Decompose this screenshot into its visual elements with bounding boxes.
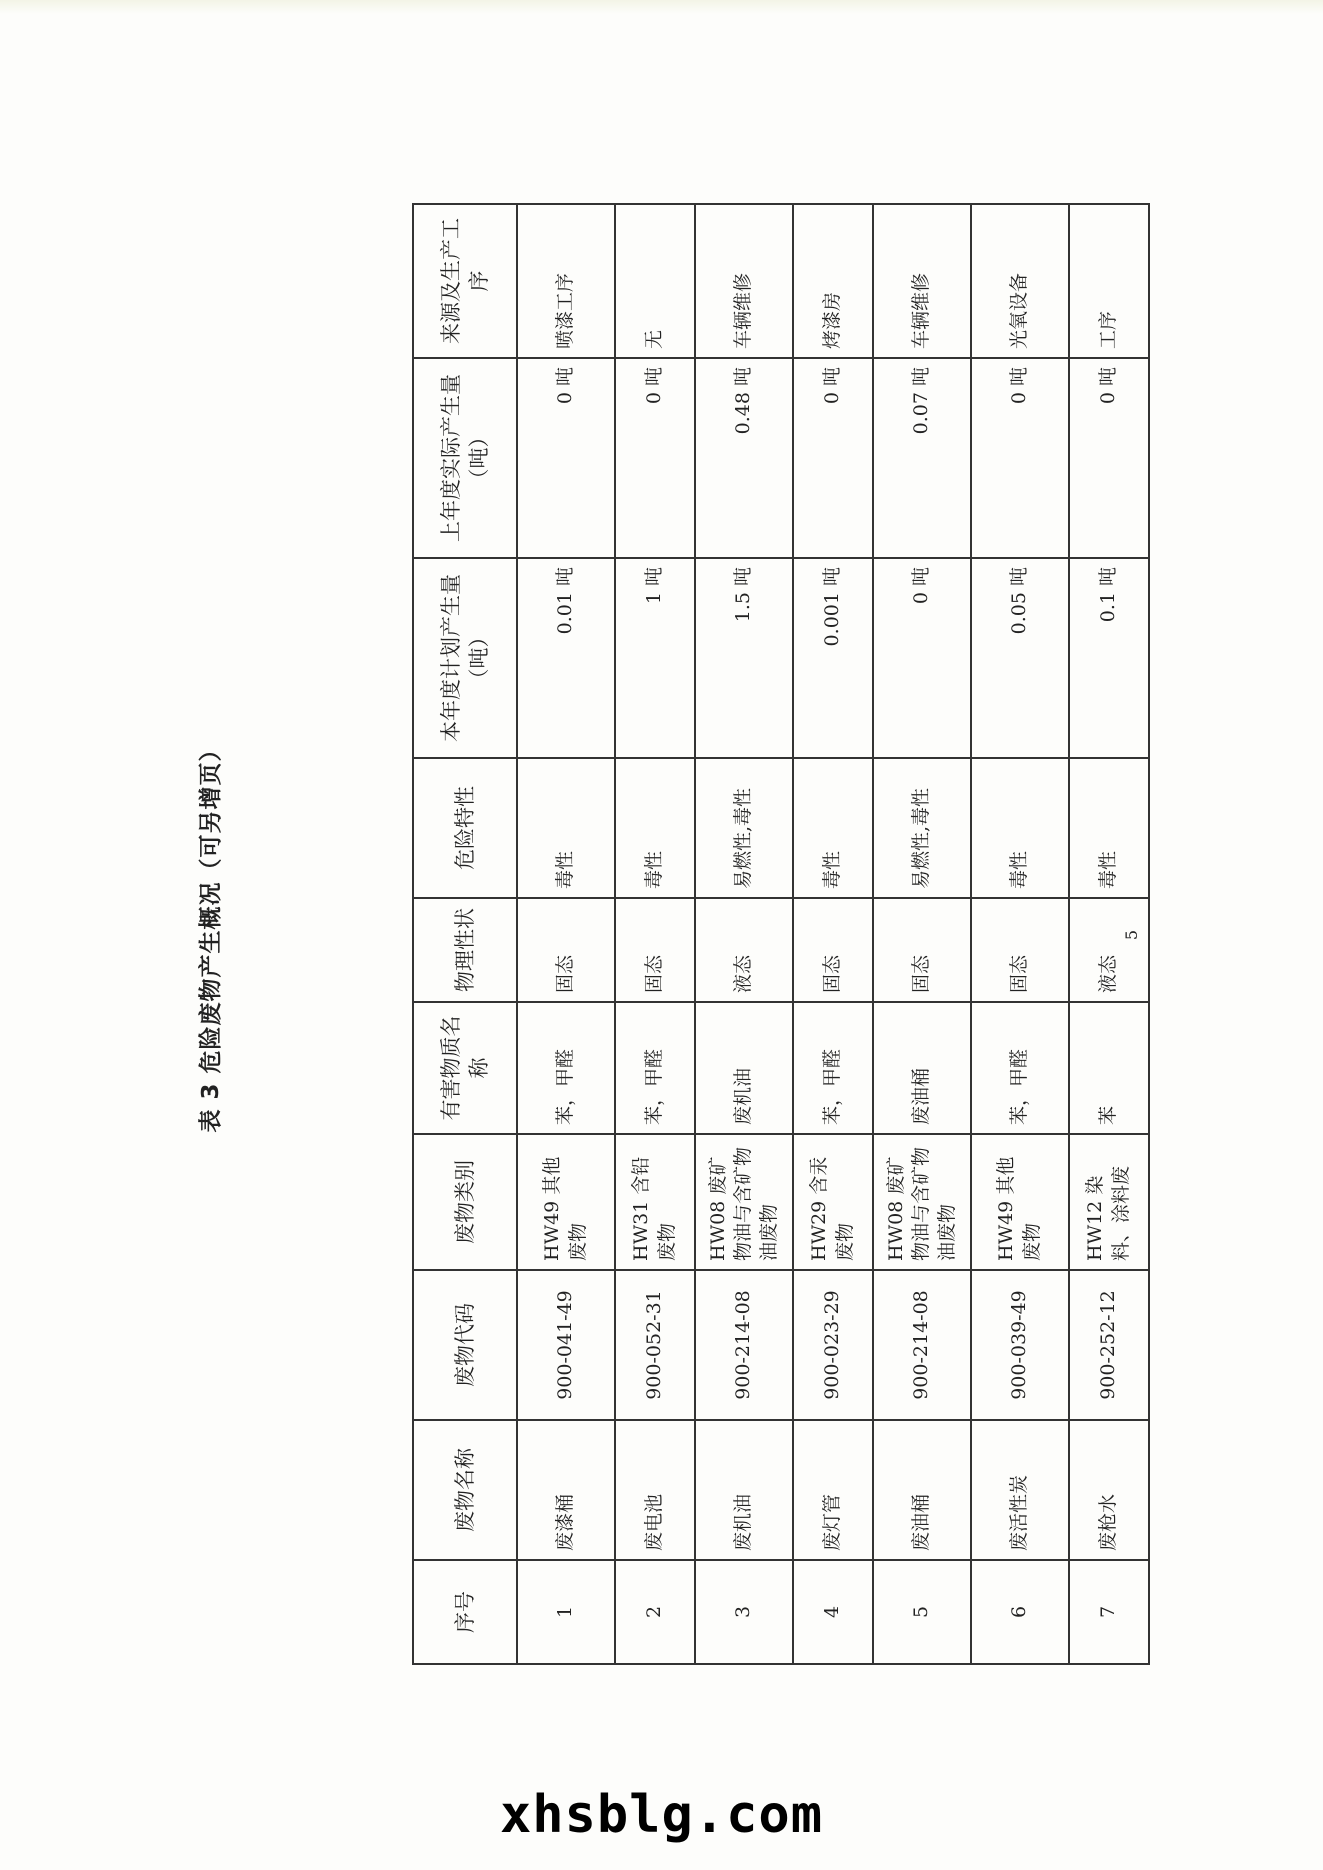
cell-category: HW29 含汞废物: [793, 1134, 873, 1270]
cell-physical: 液态: [1069, 898, 1149, 1002]
cell-seq: 7: [1069, 1560, 1149, 1664]
cell-seq: 1: [517, 1560, 615, 1664]
cell-category: HW49 其他废物: [971, 1134, 1069, 1270]
page-number: 5: [1122, 929, 1141, 941]
cell-hazard: 易燃性,毒性: [695, 758, 793, 898]
header-planned: 本年度计划产生量（吨）: [413, 558, 517, 758]
table-row: [873, 204, 971, 1664]
cell-hazard: 毒性: [1069, 758, 1149, 898]
cell-actual: 0 吨: [1069, 358, 1149, 558]
cell-physical: 固态: [793, 898, 873, 1002]
cell-planned: 0.1 吨: [1069, 558, 1149, 758]
rotated-landscape-content: [112, 135, 1212, 1735]
cell-seq: 6: [971, 1560, 1069, 1664]
cell-hazard: 毒性: [793, 758, 873, 898]
header-source: 来源及生产工序: [413, 204, 517, 358]
cell-code: 900-041-49: [517, 1270, 615, 1420]
cell-harmful: 苯，甲醛: [517, 1002, 615, 1134]
cell-code: 900-214-08: [695, 1270, 793, 1420]
cell-harmful: 苯，甲醛: [615, 1002, 695, 1134]
cell-planned: 1 吨: [615, 558, 695, 758]
cell-code: 900-252-12: [1069, 1270, 1149, 1420]
cell-actual: 0.48 吨: [695, 358, 793, 558]
table-header-row: [413, 204, 517, 1664]
cell-category: HW49 其他废物: [517, 1134, 615, 1270]
cell-actual: 0.07 吨: [873, 358, 971, 558]
header-seq: 序号: [413, 1560, 517, 1664]
header-harmful: 有害物质名称: [413, 1002, 517, 1134]
cell-source: 喷漆工序: [517, 204, 615, 358]
cell-name: 废油桶: [873, 1420, 971, 1560]
cell-harmful: 苯，甲醛: [971, 1002, 1069, 1134]
cell-seq: 5: [873, 1560, 971, 1664]
cell-planned: 0.001 吨: [793, 558, 873, 758]
table-row: [793, 204, 873, 1664]
cell-hazard: 毒性: [971, 758, 1069, 898]
cell-category: HW12 染料、涂料废: [1069, 1134, 1149, 1270]
cell-seq: 2: [615, 1560, 695, 1664]
cell-source: 光氧设备: [971, 204, 1069, 358]
header-name: 废物名称: [413, 1420, 517, 1560]
cell-physical: 固态: [517, 898, 615, 1002]
cell-actual: 0 吨: [615, 358, 695, 558]
header-code: 废物代码: [413, 1270, 517, 1420]
cell-category: HW31 含铅废物: [615, 1134, 695, 1270]
cell-code: 900-052-31: [615, 1270, 695, 1420]
cell-source: 烤漆房: [793, 204, 873, 358]
cell-planned: 0 吨: [873, 558, 971, 758]
cell-harmful: 废油桶: [873, 1002, 971, 1134]
hazardous-waste-table: [412, 203, 1150, 1665]
cell-name: 废枪水: [1069, 1420, 1149, 1560]
cell-harmful: 废机油: [695, 1002, 793, 1134]
cell-planned: 0.01 吨: [517, 558, 615, 758]
cell-physical: 固态: [615, 898, 695, 1002]
cell-physical: 固态: [873, 898, 971, 1002]
cell-hazard: 易燃性,毒性: [873, 758, 971, 898]
table-row: [695, 204, 793, 1664]
cell-name: 废漆桶: [517, 1420, 615, 1560]
table-row: [517, 204, 615, 1664]
header-actual: 上年度实际产生量（吨）: [413, 358, 517, 558]
header-hazard: 危险特性: [413, 758, 517, 898]
table-row: [971, 204, 1069, 1664]
scan-top-edge: [0, 0, 1323, 14]
cell-name: 废活性炭: [971, 1420, 1069, 1560]
cell-code: 900-214-08: [873, 1270, 971, 1420]
cell-source: 车辆维修: [873, 204, 971, 358]
cell-actual: 0 吨: [971, 358, 1069, 558]
cell-harmful: 苯，甲醛: [793, 1002, 873, 1134]
cell-name: 废机油: [695, 1420, 793, 1560]
cell-harmful: 苯: [1069, 1002, 1149, 1134]
cell-name: 废电池: [615, 1420, 695, 1560]
cell-source: 工序: [1069, 204, 1149, 358]
cell-category: HW08 废矿物油与含矿物油废物: [873, 1134, 971, 1270]
cell-hazard: 毒性: [615, 758, 695, 898]
cell-actual: 0 吨: [517, 358, 615, 558]
cell-source: 无: [615, 204, 695, 358]
cell-name: 废灯管: [793, 1420, 873, 1560]
cell-seq: 4: [793, 1560, 873, 1664]
header-physical: 物理性状: [413, 898, 517, 1002]
cell-code: 900-023-29: [793, 1270, 873, 1420]
cell-code: 900-039-49: [971, 1270, 1069, 1420]
cell-planned: 0.05 吨: [971, 558, 1069, 758]
cell-seq: 3: [695, 1560, 793, 1664]
header-category: 废物类别: [413, 1134, 517, 1270]
cell-physical: 固态: [971, 898, 1069, 1002]
table-caption: 表 3 危险废物产生概况（可另增页）: [198, 737, 224, 1133]
cell-category: HW08 废矿物油与含矿物油废物: [695, 1134, 793, 1270]
cell-planned: 1.5 吨: [695, 558, 793, 758]
cell-actual: 0 吨: [793, 358, 873, 558]
watermark: xhsblg.com: [499, 1785, 824, 1845]
cell-hazard: 毒性: [517, 758, 615, 898]
cell-physical: 液态: [695, 898, 793, 1002]
cell-source: 车辆维修: [695, 204, 793, 358]
table-row: [615, 204, 695, 1664]
